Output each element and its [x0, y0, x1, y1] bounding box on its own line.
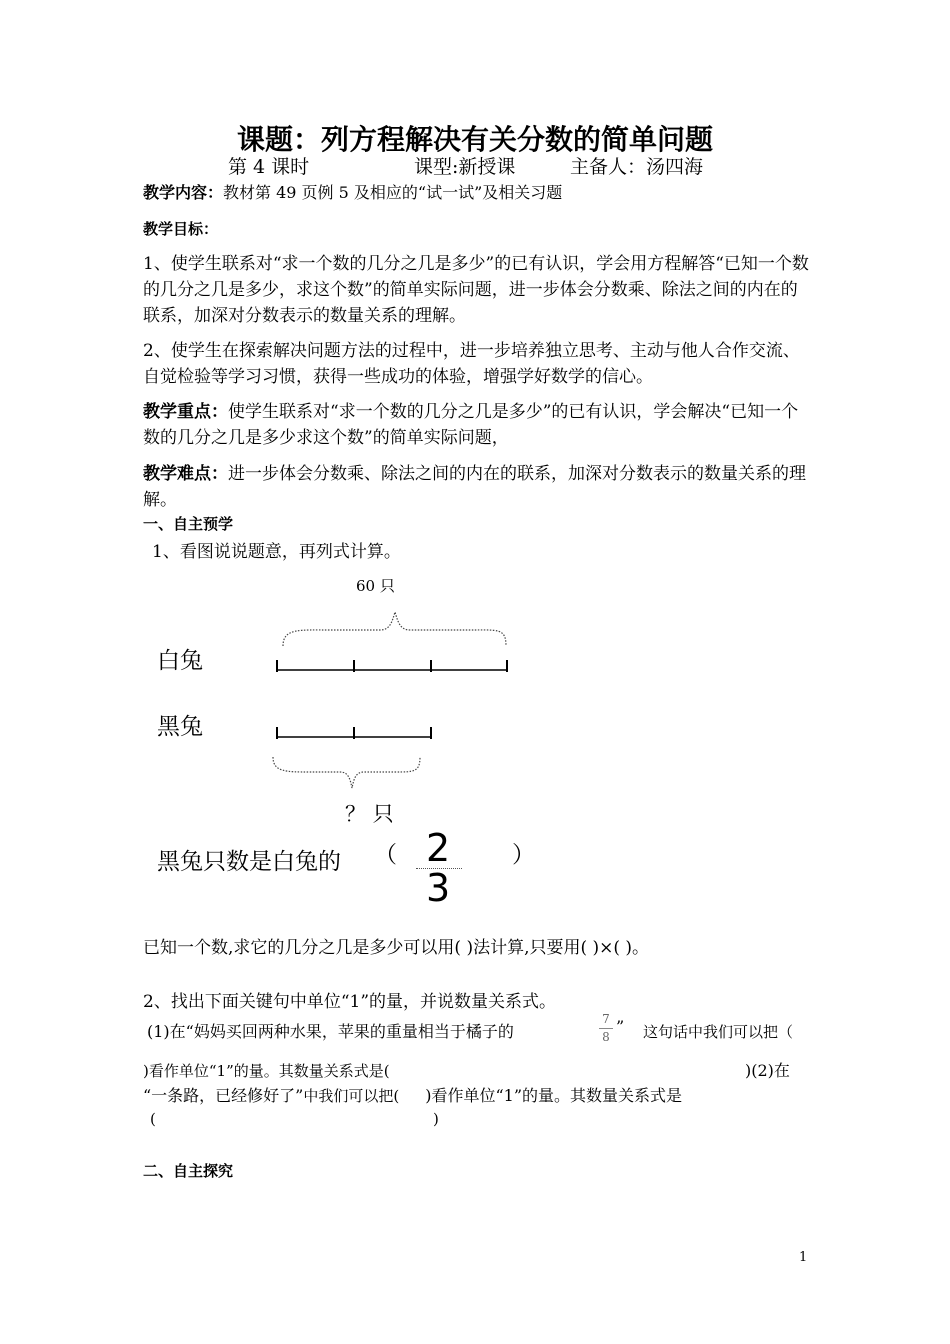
- q2-part1-end: 这句话中我们可以把（: [643, 1023, 794, 1041]
- fraction-statement: 黑兔只数是白兔的: [157, 849, 341, 875]
- teaching-content-text: 教材第 49 页例 5 及相应的“试一试”及相关习题: [223, 183, 563, 202]
- page-title: 课题：列方程解决有关分数的简单问题: [236, 123, 713, 156]
- q2-line3-end: )看作单位“1”的量。其数量关系式是: [425, 1086, 683, 1105]
- q2-fraction-denominator: 8: [602, 1030, 610, 1044]
- q2-part1-quote: ”: [616, 1017, 625, 1036]
- key-point-text: 使学生联系对“求一个数的几分之几是多少”的已有认识，学会解决“已知一个数的几分之几是多少求这个数”的简单实际问题，: [143, 402, 799, 448]
- diagram-total-label: 60 只: [356, 577, 395, 595]
- q2-line4-open: (: [150, 1110, 156, 1128]
- lesson-author: 主备人：汤四海: [570, 156, 704, 178]
- q2-line4-close: ): [433, 1110, 439, 1128]
- teaching-goal-1: 1、使学生联系对“求一个数的几分之几是多少”的已有认识，学会用方程解答“已知一个数的几分之几是多少，求这个数”的简单实际问题，进一步体会分数乘、除法之间的内在的联系，加深对分数表示的数量关系的理解。: [143, 254, 809, 326]
- q2-fraction-bar: [599, 1028, 613, 1029]
- question-2: 2、找出下面关键句中单位“1”的量，并说数量关系式。: [143, 992, 557, 1012]
- question-1: 1、看图说说题意，再列式计算。: [152, 542, 401, 562]
- fill-in-sentence: 已知一个数,求它的几分之几是多少可以用( )法计算,只要用( )×( )。: [143, 938, 650, 958]
- difficulty-label: 教学难点：: [143, 464, 228, 484]
- q2-line3-middle: 中我们可以把(: [303, 1087, 400, 1105]
- q2-fraction: [599, 1012, 613, 1045]
- teaching-content-label: 教学内容：: [143, 183, 224, 202]
- difficulty-text: 进一步体会分数乘、除法之间的内在的联系，加深对分数表示的数量关系的理解。: [143, 464, 806, 510]
- statement-close-paren: ）: [512, 842, 535, 868]
- teaching-goals-label: 教学目标：: [143, 220, 219, 238]
- top-brace: [283, 612, 506, 646]
- diagram-unknown-label: ？ 只: [345, 802, 394, 826]
- section-2-heading: 二、自主探究: [143, 1162, 234, 1180]
- white-rabbit-label: 白兔: [157, 648, 203, 674]
- q2-line2-start: )看作单位“1”的量。其数量关系式是(: [143, 1062, 390, 1080]
- statement-open-paren: （: [374, 842, 397, 868]
- lesson-number: 第 4 课时: [228, 156, 310, 178]
- black-rabbit-label: 黑兔: [157, 714, 203, 740]
- key-point-label: 教学重点：: [143, 402, 228, 422]
- q2-line3-quote: [143, 1083, 682, 1106]
- teaching-goal-2: 2、使学生在探索解决问题方法的过程中，进一步培养独立思考、主动与他人合作交流、自觉检验等学习习惯，获得一些成功的体验，增强学好数学的信心。: [143, 341, 800, 387]
- q2-fraction-numerator: 7: [602, 1012, 610, 1026]
- fraction-numerator: 2: [426, 826, 451, 870]
- q2-road-quote: “一条路，已经修好了”: [143, 1086, 304, 1105]
- bottom-brace: [273, 757, 420, 788]
- q2-part1-start: (1)在“妈妈买回两种水果，苹果的重量相当于橘子的: [147, 1022, 514, 1041]
- section-1-heading: 一、自主预学: [143, 515, 234, 533]
- q2-line2-end: )(2)在: [745, 1061, 790, 1080]
- lesson-type: 课型:新授课: [414, 156, 516, 178]
- page-number: 1: [799, 1250, 808, 1265]
- fraction-denominator: 3: [426, 866, 451, 910]
